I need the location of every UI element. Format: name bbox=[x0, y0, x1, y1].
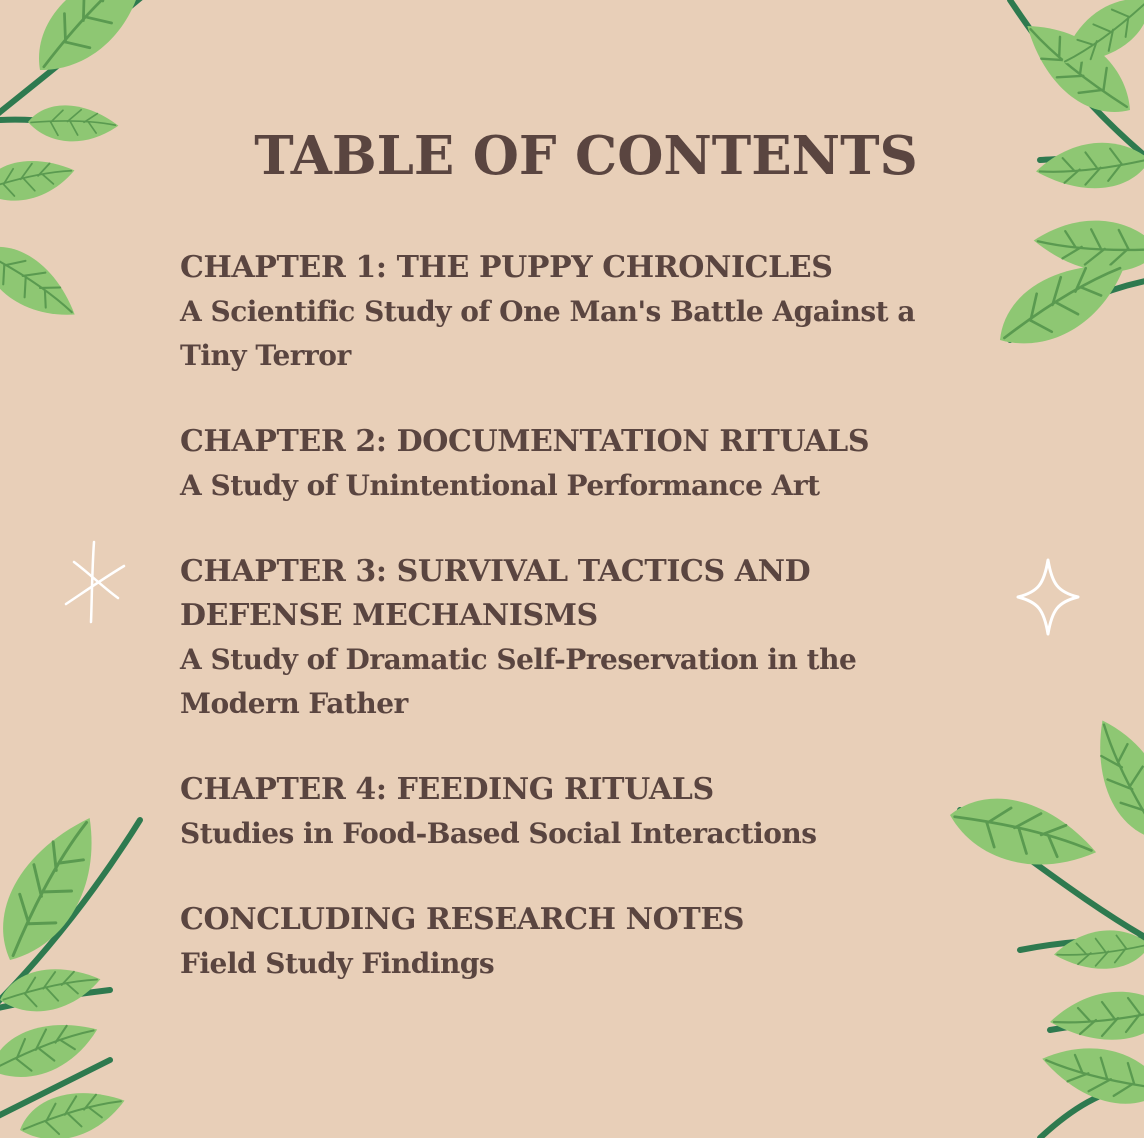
chapter-subtitle: A Study of Unintentional Performance Art bbox=[180, 469, 820, 502]
toc-entry-chapter-3 bbox=[180, 550, 970, 726]
four-point-star-icon bbox=[1018, 560, 1078, 634]
chapter-subtitle: Field Study Findings bbox=[180, 947, 495, 980]
toc-entry-concluding-notes bbox=[180, 898, 970, 986]
chapter-subtitle: A Study of Dramatic Self-Preservation in the bbox=[180, 643, 857, 676]
chapter-heading: CHAPTER 2: DOCUMENTATION RITUALS bbox=[180, 424, 870, 459]
leaf-branch-icon-bottom-left bbox=[0, 804, 140, 1138]
chapter-heading: CONCLUDING RESEARCH NOTES bbox=[180, 902, 745, 937]
chapter-subtitle: A Scientific Study of One Man's Battle Against a bbox=[180, 295, 915, 328]
table-of-contents bbox=[180, 246, 970, 1028]
toc-entry-chapter-2 bbox=[180, 420, 970, 508]
chapter-heading: CHAPTER 4: FEEDING RITUALS bbox=[180, 772, 714, 807]
toc-entry-chapter-4 bbox=[180, 768, 970, 856]
chapter-subtitle: Tiny Terror bbox=[180, 339, 351, 372]
chapter-subtitle: Modern Father bbox=[180, 687, 408, 720]
chapter-heading: CHAPTER 3: SURVIVAL TACTICS AND bbox=[180, 554, 811, 589]
toc-entry-chapter-1 bbox=[180, 246, 970, 378]
chapter-subtitle: Studies in Food-Based Social Interactions bbox=[180, 817, 817, 850]
chapter-heading: CHAPTER 1: THE PUPPY CHRONICLES bbox=[180, 250, 833, 285]
asterisk-sparkle-icon bbox=[66, 542, 124, 622]
chapter-heading: DEFENSE MECHANISMS bbox=[180, 598, 598, 633]
leaf-branch-icon-bottom-right bbox=[942, 709, 1144, 1138]
page-title: TABLE OF CONTENTS bbox=[254, 125, 918, 187]
